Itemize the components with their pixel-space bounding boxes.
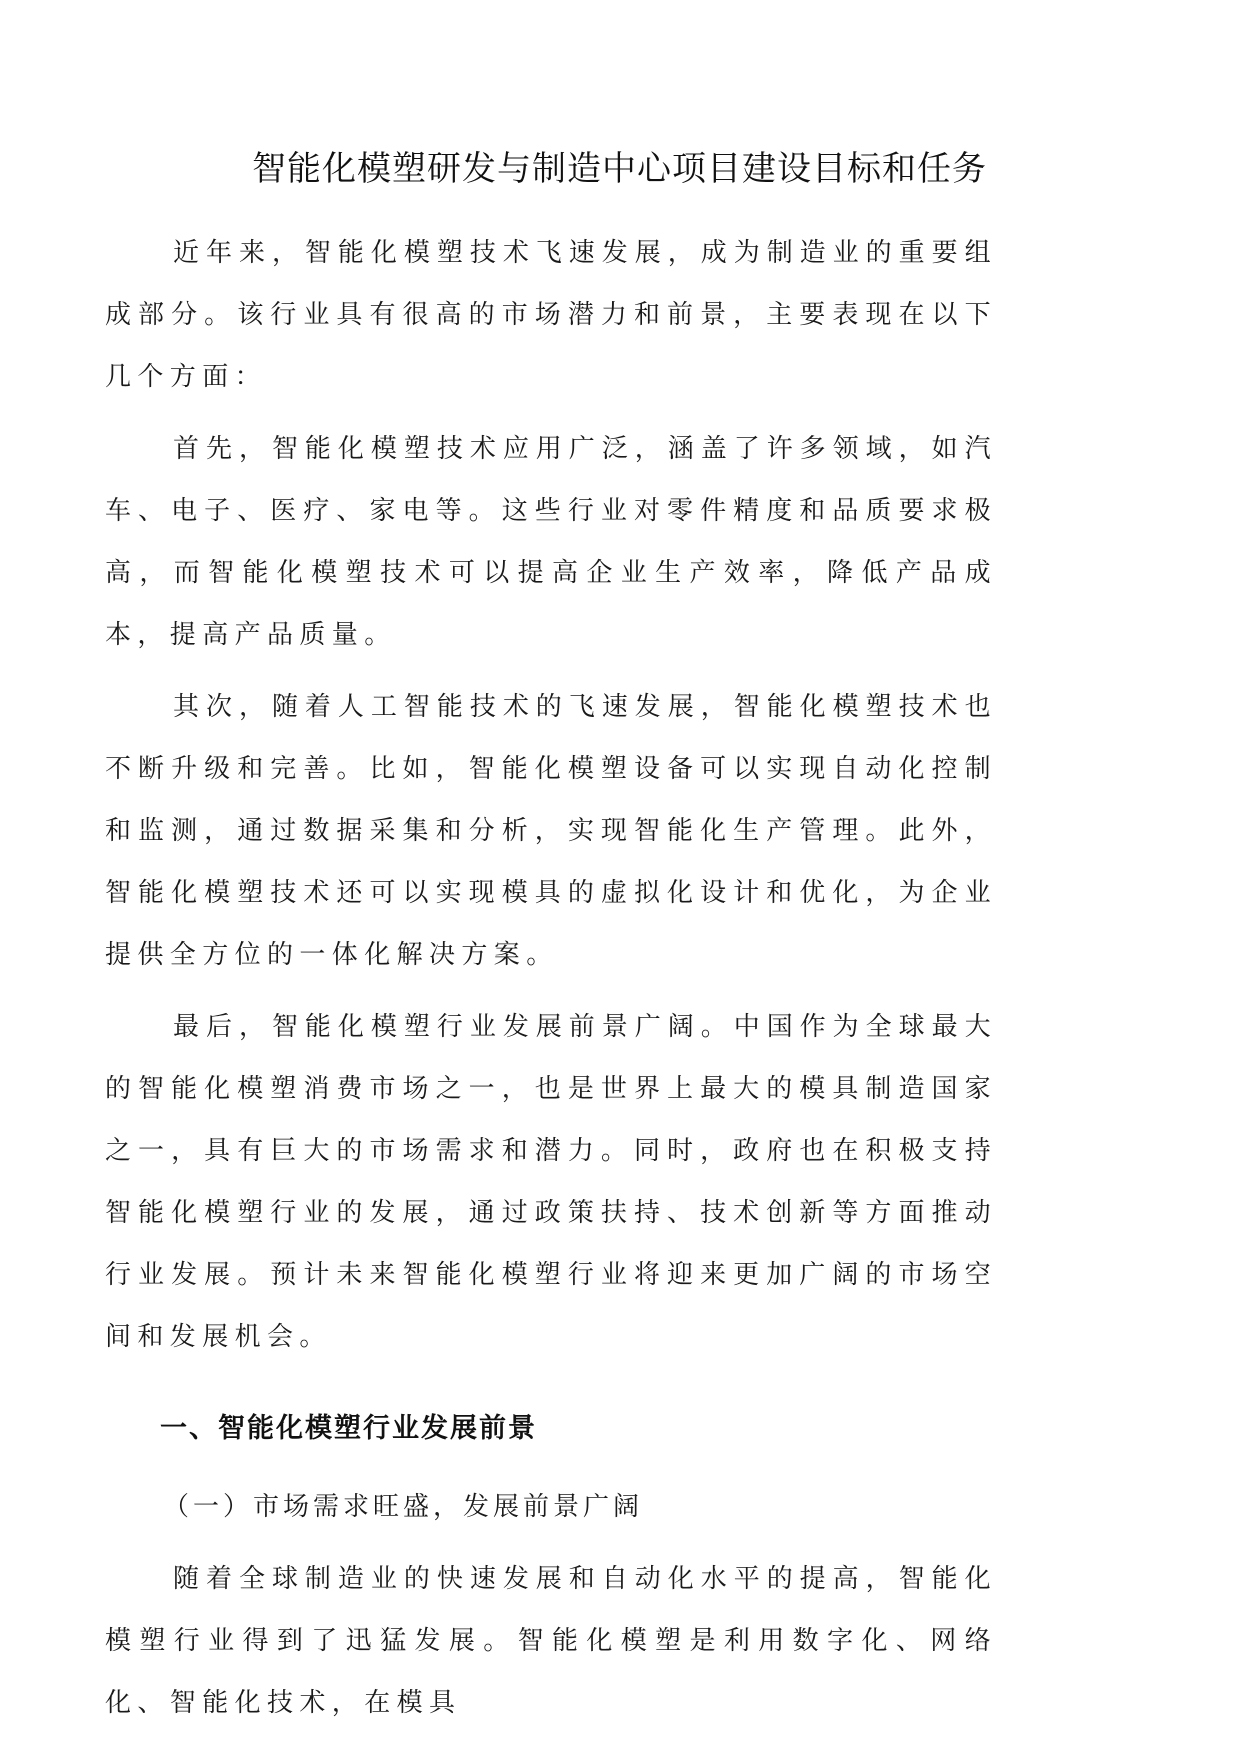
document-title: 智能化模塑研发与制造中心项目建设目标和任务 bbox=[252, 149, 987, 189]
subsection-paragraph: 随着全球制造业的快速发展和自动化水平的提高，智能化模塑行业得到了迅猛发展。智能化模塑是利用数字化、网络化、智能化技术，在模具 bbox=[105, 1564, 997, 1718]
paragraph-second: 其次，随着人工智能技术的飞速发展，智能化模塑技术也不断升级和完善。比如，智能化模塑设备可以实现自动化控制和监测，通过数据采集和分析，实现智能化生产管理。此外，智能化模塑技术还可以实现模具的虚拟化设计和优化，为企业提供全方位的一体化解决方案。 bbox=[105, 692, 997, 970]
paragraph-last: 最后，智能化模塑行业发展前景广阔。中国作为全球最大的智能化模塑消费市场之一，也是世界上最大的模具制造国家之一，具有巨大的市场需求和潜力。同时，政府也在积极支持智能化模塑行业的发展，通过政策扶持、技术创新等方面推动行业发展。预计未来智能化模塑行业将迎来更加广阔的市场空间和发展机会。 bbox=[105, 1012, 997, 1352]
paragraph-intro: 近年来，智能化模塑技术飞速发展，成为制造业的重要组成部分。该行业具有很高的市场潜力和前景，主要表现在以下几个方面： bbox=[105, 238, 997, 392]
document-body bbox=[105, 222, 997, 1744]
subsection-heading: （一）市场需求旺盛，发展前景广阔 bbox=[163, 1492, 644, 1522]
paragraph-first: 首先，智能化模塑技术应用广泛，涵盖了许多领域，如汽车、电子、医疗、家电等。这些行业对零件精度和品质要求极高，而智能化模塑技术可以提高企业生产效率，降低产品成本，提高产品质量。 bbox=[105, 434, 997, 650]
section-heading: 一、智能化模塑行业发展前景 bbox=[160, 1413, 537, 1444]
